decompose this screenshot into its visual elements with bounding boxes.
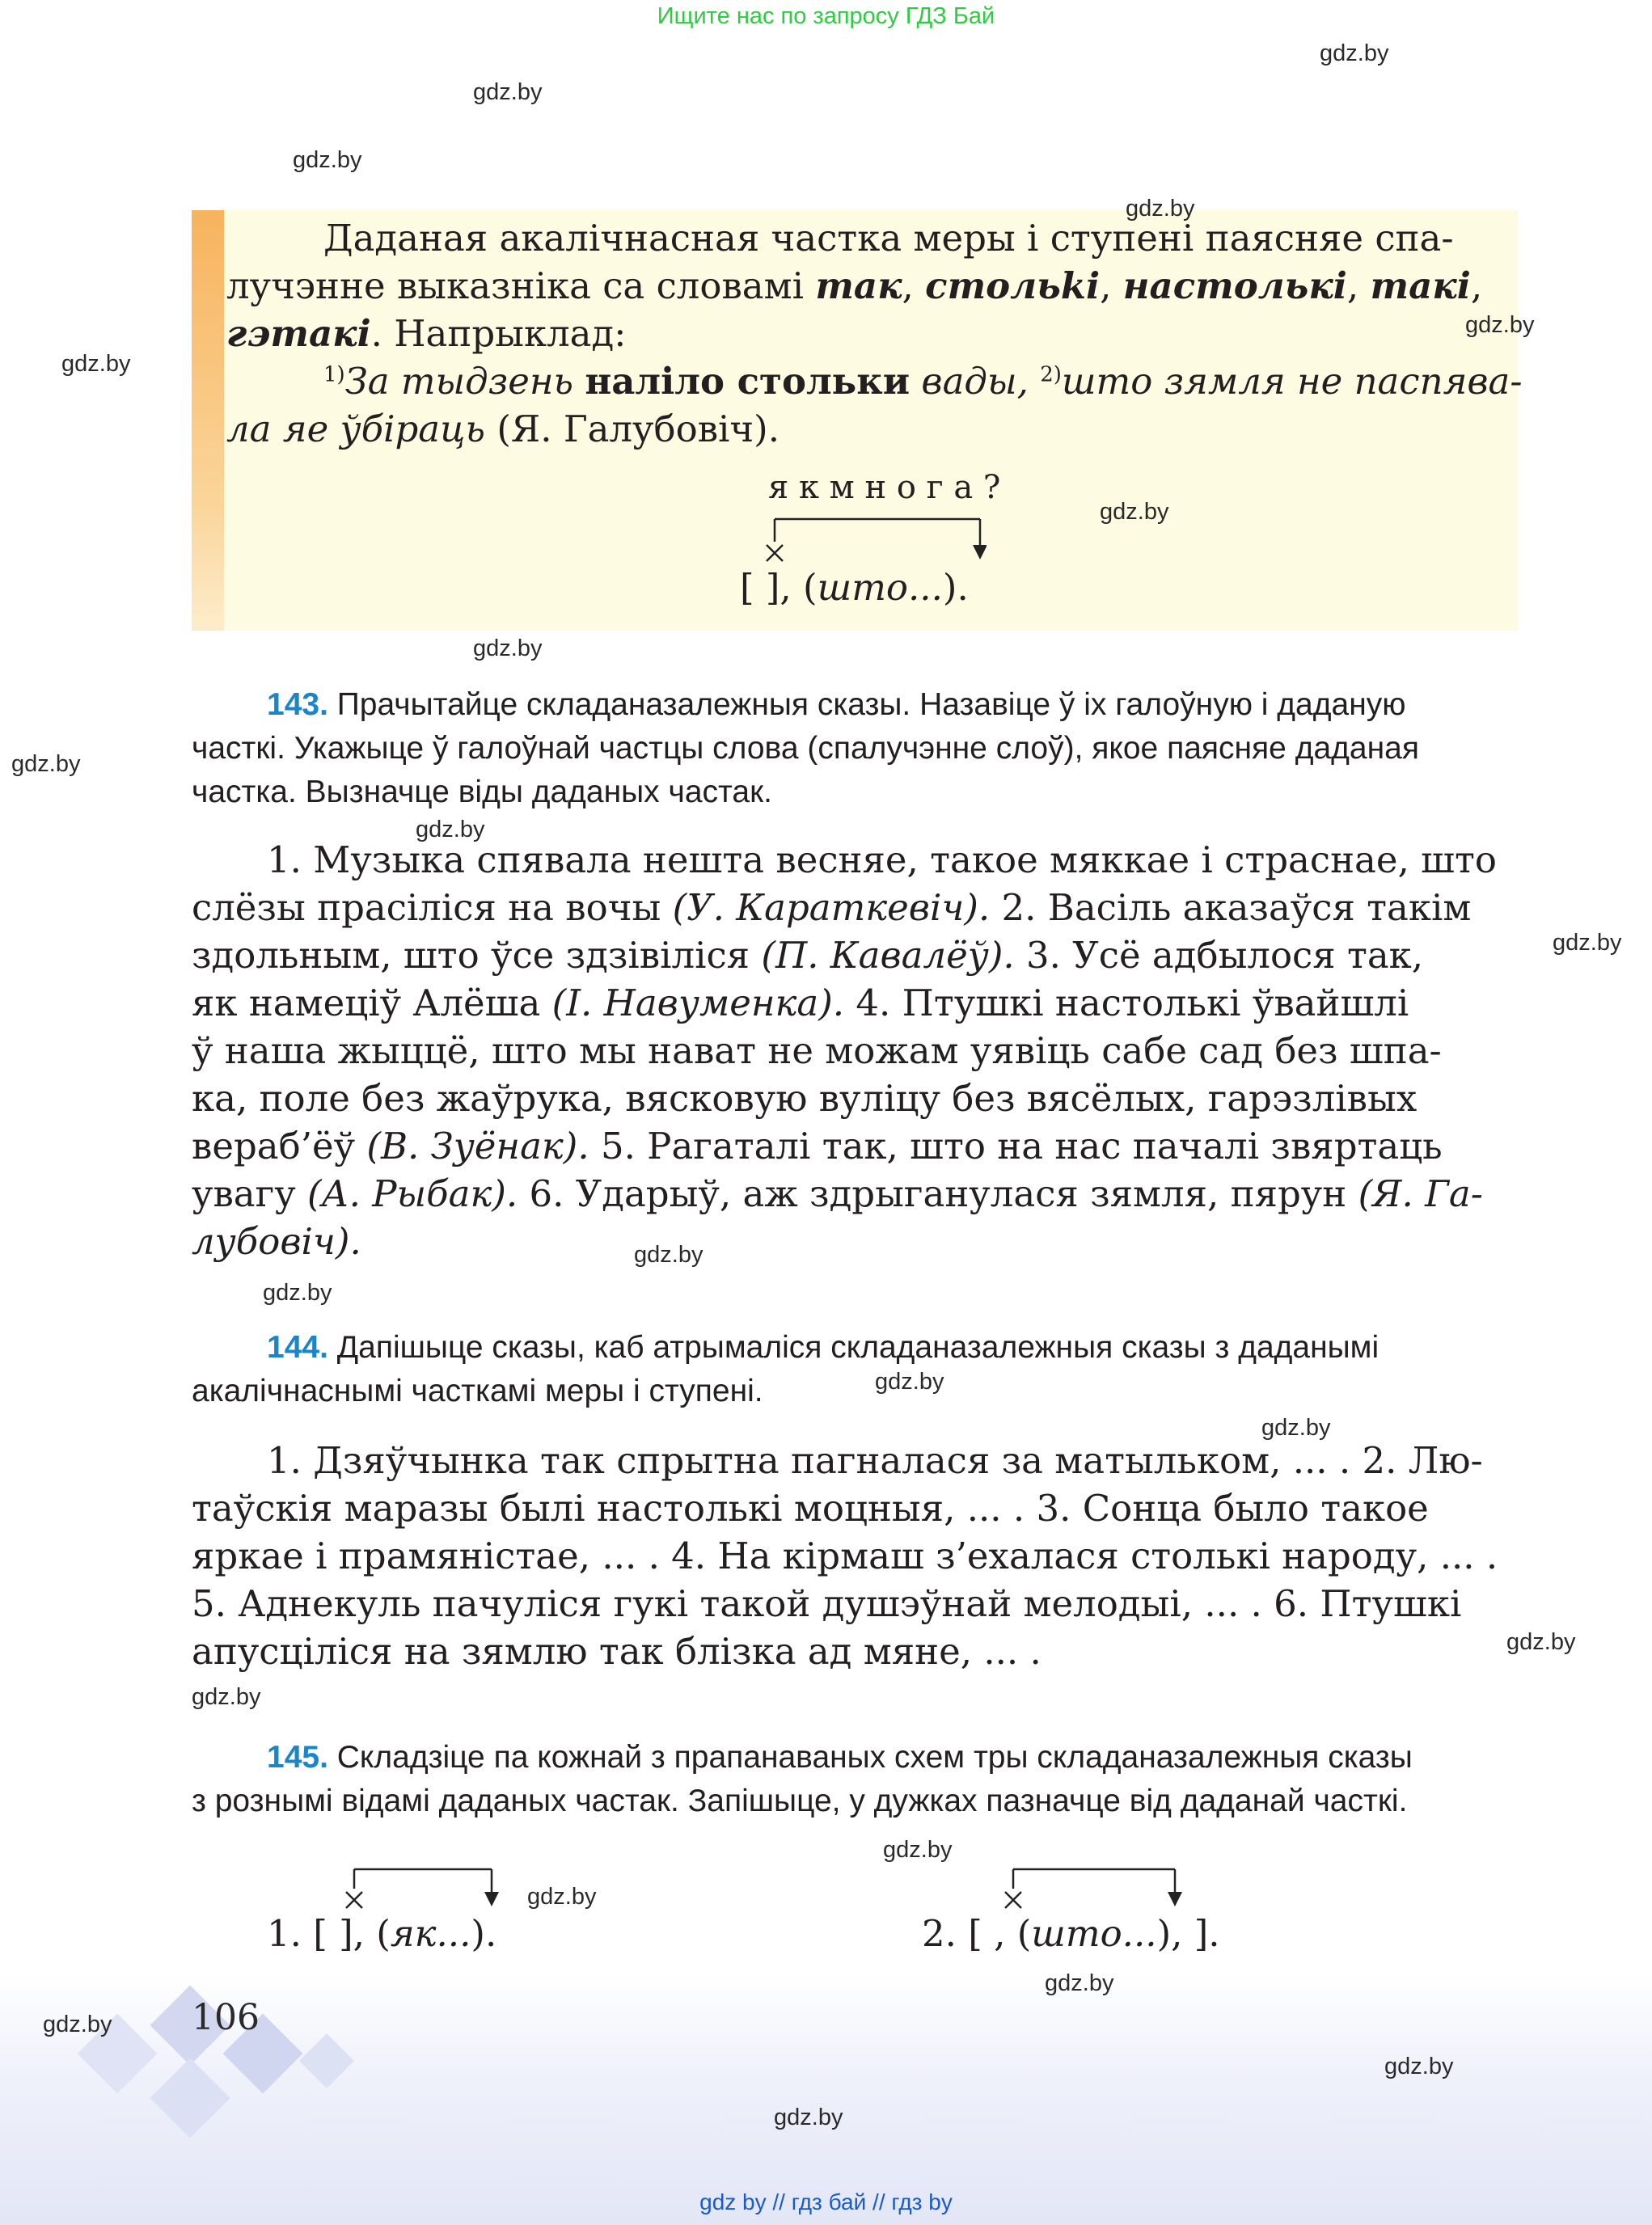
watermark: gdz.by [1553,930,1622,956]
watermark: gdz.by [527,1884,597,1910]
ex143-text-line-6: ка, поле без жаўрука, вясковую вуліцу без вясёлых, гарэзлівых [192,1077,1418,1120]
rule-scheme-arrow [760,509,987,566]
ex143-text-line-8: увагу (А. Рыбак). 6. Ударыў, аж здрыганулася зямля, пярун (Я. Га- [192,1172,1483,1215]
ex143-task-line-2: часткі. Укажыце ў галоўнай частцы слова (спалучэнне слоў), якое паясняе даданая [192,731,1419,766]
watermark: gdz.by [1100,499,1169,525]
watermark: gdz.by [1045,1970,1114,1996]
watermark: gdz.by [1384,2054,1454,2079]
ex143-task-line-1: 143. Прачытайце складаназалежныя сказы. Назавіце ў іх галоўную і даданую [267,687,1406,722]
watermark: gdz.by [1506,1629,1576,1655]
rule-scheme: [ ], (што...). [740,566,969,609]
ex143-text-line-1: 1. Музыка спявала нешта весняе, такое мяккае і страснае, што [267,838,1497,881]
watermark: gdz.by [1126,196,1195,222]
ex144-task-line-2: акалічнаснымі часткамі меры і ступені. [192,1374,763,1408]
watermark: gdz.by [634,1242,703,1268]
ex145-number: 145. [267,1740,328,1775]
rule-line-3: гэтакі. Напрыклад: [226,312,627,355]
ex143-text-line-7: вераб’ёў (В. Зуёнак). 5. Рагаталі так, што на нас пачалі звяртаць [192,1125,1443,1167]
watermark: gdz.by [1261,1415,1331,1441]
scheme-1-arrow [340,1860,501,1916]
ex144-text-line-4: 5. Аднекуль пачуліся гукі такой душэўнай мелодыі, ... . 6. Птушкі [192,1582,1462,1625]
watermark: gdz.by [192,1684,261,1710]
bottom-links[interactable]: gdz by // гдз бай // гдз by [699,2189,953,2214]
rule-line-1: Даданая акалічнасная частка меры і ступені паясняе спа- [323,217,1454,260]
scheme-2-arrow [999,1860,1185,1916]
rule-scheme-question: я к м н о г а ? [768,469,1001,506]
watermark: gdz.by [1320,40,1389,66]
rule-line-2: лучэнне выказніка са словамі так, стольki, настолькі, такі, [226,264,1483,307]
watermark: gdz.by [875,1369,944,1395]
ex143-text-line-4: як намеціў Алёша (І. Навуменка). 4. Птушкі настолькі ўвайшлі [192,982,1409,1024]
watermark: gdz.by [11,751,81,777]
ex143-text-line-5: ў наша жыццё, што мы нават не можам уявіць сабе сад без шпа- [192,1029,1442,1072]
rule-example-line-2: ла яе ўбіраць (Я. Галубовіч). [226,407,780,450]
top-search-link[interactable]: Ищите нас по запросу ГДЗ Бай [657,3,995,29]
ex143-number: 143. [267,687,328,722]
ex143-text-line-9: лубовіч). [192,1220,361,1263]
ex144-text-line-3: яркае і прамяністае, ... . 4. На кірмаш з’ехалася столькі народу, ... . [192,1535,1498,1577]
scheme-2: 2. [ , (што...), ]. [922,1912,1220,1955]
watermark: gdz.by [263,1280,332,1306]
ex143-text-line-3: здольным, што ўсе здзівіліся (П. Кавалёў). 3. Усё адбылося так, [192,934,1424,977]
watermark: gdz.by [43,2012,112,2037]
ex144-text-line-2: таўскія маразы былі настолькі моцныя, ... . 3. Сонца было такое [192,1487,1429,1530]
rule-box-accent-bar [192,210,224,631]
ex144-task-line-1: 144. Дапішыце сказы, каб атрымаліся складаназалежныя сказы з даданымі [267,1330,1379,1365]
watermark: gdz.by [883,1837,953,1863]
watermark: gdz.by [473,79,543,105]
ex145-task-line-2: з рознымі відамі даданых частак. Запішыце, у дужках пазначце від даданай часткі. [192,1784,1408,1818]
watermark: gdz.by [293,147,362,173]
ex145-task-line-1: 145. Складзіце па кожнай з прапанаваных схем тры складаназалежныя сказы [267,1740,1413,1775]
watermark: gdz.by [774,2105,843,2130]
rule-example-line-1: $^{1)}$За тыдзень наліло стольки вады, $^{2)}$што зямля не паспява- [323,360,1523,403]
watermark: gdz.by [1465,312,1535,338]
watermark: gdz.by [61,351,131,377]
watermark: gdz.by [473,635,543,661]
ex143-task-line-3: частка. Вызначце віды даданых частак. [192,775,773,809]
scheme-1: 1. [ ], (як...). [267,1912,497,1955]
ex143-text-line-2: слёзы прасіліся на вочы (У. Караткевіч). 2. Васіль аказаўся такім [192,886,1472,929]
watermark: gdz.by [416,817,485,842]
ex144-text-line-1: 1. Дзяўчынка так спрытна пагналася за матыльком, ... . 2. Лю- [267,1439,1483,1482]
page-number: 106 [192,1997,260,2038]
ex144-text-line-5: апусціліся на зямлю так блізка ад мяне, ... . [192,1630,1041,1673]
ex144-number: 144. [267,1330,328,1365]
